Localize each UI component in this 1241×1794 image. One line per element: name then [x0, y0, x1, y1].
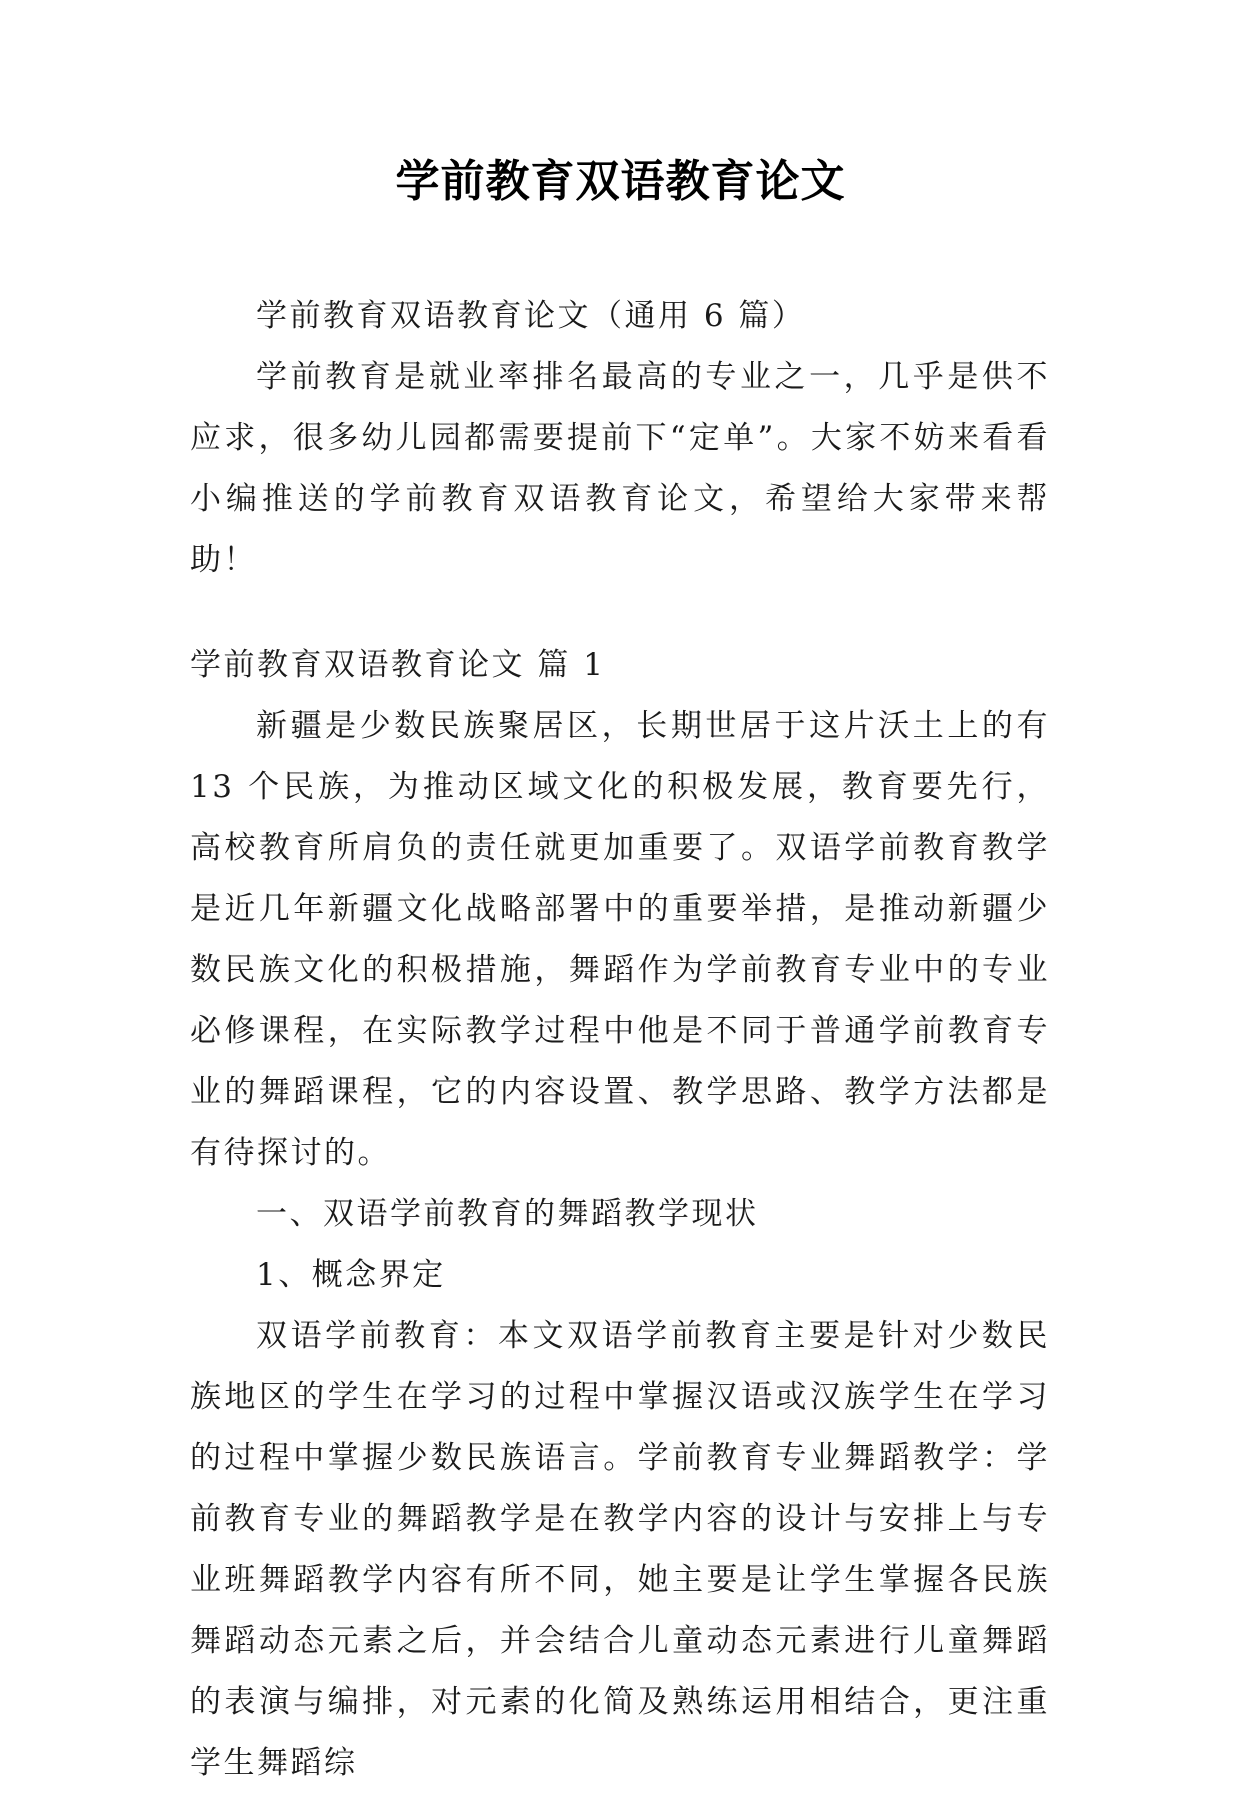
body-paragraph: 双语学前教育：本文双语学前教育主要是针对少数民族地区的学生在学习的过程中掌握汉语或汉族学生在学习的过程中掌握少数民族语言。学前教育专业舞蹈教学：学前教育专业的舞蹈教学是在教学内容的设计与安排上与专业班舞蹈教学内容有所不同，她主要是让学生掌握各民族舞蹈动态元素之后，并会结合儿童动态元素进行儿童舞蹈的表演与编排，对元素的化简及熟练运用相结合，更注重学生舞蹈综	[190, 1318, 1050, 1781]
subtitle-line: 学前教育双语教育论文（通用 6 篇）	[256, 298, 806, 334]
paragraph-spacer	[190, 591, 1050, 635]
document-body	[190, 286, 1050, 1794]
section-heading: 学前教育双语教育论文 篇 1	[190, 647, 606, 683]
document-title: 学前教育双语教育论文	[395, 156, 846, 207]
body-paragraph: 新疆是少数民族聚居区，长期世居于这片沃土上的有 13 个民族，为推动区域文化的积极发展，教育要先行，高校教育所肩负的责任就更加重要了。双语学前教育教学是近几年新疆文化战略部署中的重要举措，是推动新疆少数民族文化的积极措施，舞蹈作为学前教育专业中的专业必修课程，在实际教学过程中他是不同于普通学前教育专业的舞蹈课程，它的内容设置、教学思路、教学方法都是有待探讨的。	[190, 708, 1050, 1171]
heading-level-1: 一、双语学前教育的舞蹈教学现状	[256, 1196, 759, 1232]
intro-paragraph: 学前教育是就业率排名最高的专业之一，几乎是供不应求，很多幼儿园都需要提前下“定单”。大家不妨来看看小编推送的学前教育双语教育论文，希望给大家带来帮助！	[190, 359, 1050, 578]
heading-level-2: 1、概念界定	[256, 1257, 446, 1293]
